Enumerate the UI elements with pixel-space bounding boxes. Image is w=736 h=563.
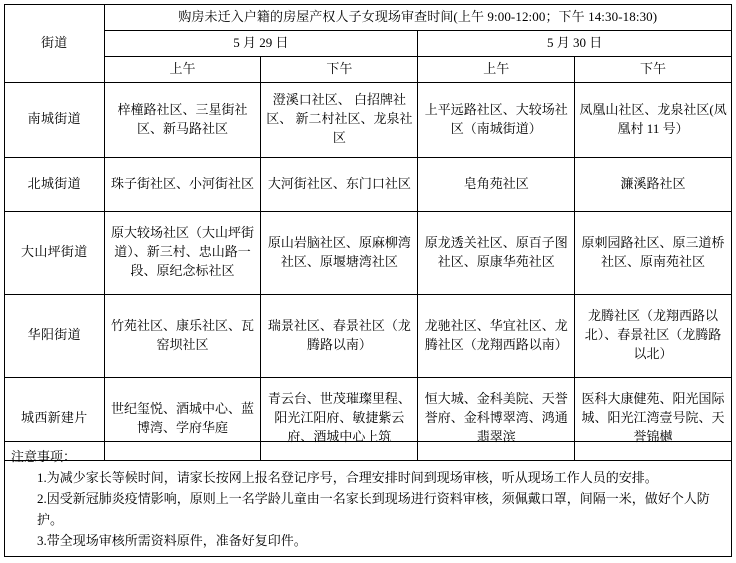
- header-date-day1: 5 月 29 日: [104, 30, 418, 56]
- row-cell-day2-am: 恒大城、金科美院、天誉誉府、金科博翠湾、鸿通翡翠滨: [418, 377, 575, 460]
- table-row: [5, 294, 732, 377]
- table-header-row-title: [5, 5, 732, 31]
- header-street-label: 街道: [5, 5, 105, 83]
- row-cell-day2-pm: 医科大康健苑、阳光国际城、阳光江湾壹号院、天誉锦樾: [575, 377, 732, 460]
- row-cell-day2-pm: 原刺园路社区、原三道桥社区、原南苑社区: [575, 211, 732, 294]
- row-cell-day2-am: 龙驰社区、华宜社区、龙腾社区（龙翔西路以南）: [418, 294, 575, 377]
- note-item: 1.为减少家长等候时间，请家长按网上报名登记序号，合理安排时间到现场审核，听从现场工作人员的安排。: [37, 470, 658, 486]
- row-cell-day1-am: 珠子街社区、小河街社区: [104, 157, 261, 211]
- notes-title: 注意事项：: [11, 449, 77, 464]
- row-cell-day1-pm: 原山岩脑社区、原麻柳湾社区、原堰塘湾社区: [261, 211, 418, 294]
- notes-box: [4, 441, 732, 557]
- row-cell-day1-am: 竹苑社区、康乐社区、瓦窑坝社区: [104, 294, 261, 377]
- header-period-day2-pm: 下午: [575, 56, 732, 82]
- row-street-name: 北城街道: [5, 157, 105, 211]
- row-cell-day2-am: 原龙透关社区、原百子图社区、原康华苑社区: [418, 211, 575, 294]
- table-header-row-periods: [5, 56, 732, 82]
- schedule-document-page: [0, 4, 736, 563]
- row-cell-day1-am: 原大较场社区（大山坪街道）、新三村、忠山路一段、原纪念标社区: [104, 211, 261, 294]
- table-row: [5, 157, 732, 211]
- note-item: 3.带全现场审核所需资料原件，准备好复印件。: [37, 533, 307, 549]
- note-item: 2.因受新冠肺炎疫情影响，原则上一名学龄儿童由一名家长到现场进行资料审核，须佩戴口罩，间隔一米，做好个人防护。: [37, 491, 710, 528]
- header-period-day1-pm: 下午: [261, 56, 418, 82]
- table-header-row-dates: [5, 30, 732, 56]
- row-cell-day1-pm: 瑞景社区、春景社区（龙腾路以南）: [261, 294, 418, 377]
- header-title: 购房未迁入户籍的房屋产权人子女现场审查时间(上午 9:00-12:00；下午 14:30-18:30): [104, 5, 731, 31]
- row-street-name: 大山坪街道: [5, 211, 105, 294]
- row-cell-day2-pm: 凤凰山社区、龙泉社区(凤凰村 11 号）: [575, 82, 732, 157]
- row-street-name: 华阳街道: [5, 294, 105, 377]
- row-street-name: 南城街道: [5, 82, 105, 157]
- header-period-day2-am: 上午: [418, 56, 575, 82]
- row-cell-day2-pm: 濂溪路社区: [575, 157, 732, 211]
- row-cell-day1-am: 梓橦路社区、三星街社区、新马路社区: [104, 82, 261, 157]
- row-street-name: 城西新建片: [5, 377, 105, 460]
- row-cell-day1-am: 世纪玺悦、酒城中心、蓝博湾、学府华庭: [104, 377, 261, 460]
- row-cell-day2-am: 上平远路社区、大较场社区（南城街道）: [418, 82, 575, 157]
- row-cell-day1-pm: 大河街社区、东门口社区: [261, 157, 418, 211]
- table-row: [5, 82, 732, 157]
- row-cell-day1-pm: 青云台、世茂璀璨里程、阳光江阳府、敏捷紫云府、酒城中心上筑: [261, 377, 418, 460]
- header-period-day1-am: 上午: [104, 56, 261, 82]
- row-cell-day1-pm: 澄溪口社区、 白招牌社区、 新二村社区、龙泉社区: [261, 82, 418, 157]
- review-schedule-table: [4, 4, 732, 461]
- header-date-day2: 5 月 30 日: [418, 30, 732, 56]
- row-cell-day2-pm: 龙腾社区（龙翔西路以北）、春景社区（龙腾路以北）: [575, 294, 732, 377]
- table-row: [5, 211, 732, 294]
- row-cell-day2-am: 皂角苑社区: [418, 157, 575, 211]
